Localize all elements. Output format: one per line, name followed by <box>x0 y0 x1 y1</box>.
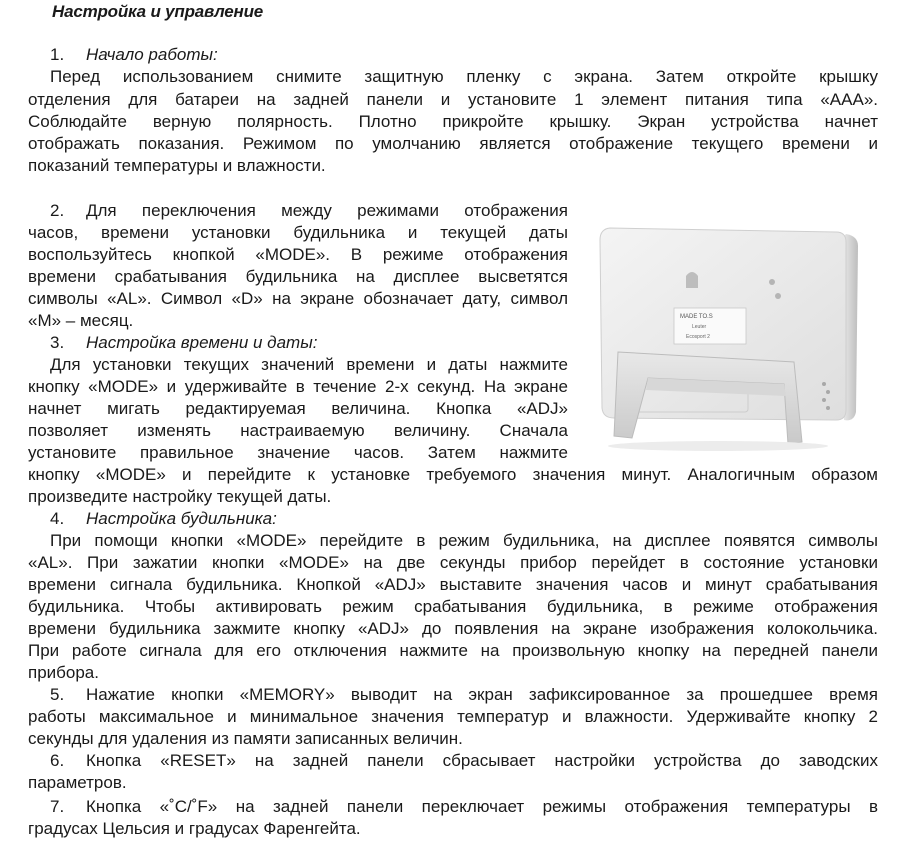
section-4-line-3: времени сигнала будильника. Кнопкой «ADJ» выставите значения часов и минут срабатывания <box>28 575 878 594</box>
section-4-line-2: «AL». При зажатии кнопки «MODE» на две секунды прибор перейдет в состояние установки <box>28 553 878 572</box>
section-7-line-2: градусах Цельсия и градусах Фаренгейта. <box>28 819 361 838</box>
vent-icon <box>826 406 830 410</box>
section-3-line-7: произведите настройку текущей даты. <box>28 487 332 506</box>
device-illustration <box>588 212 860 452</box>
section-6-line-1-text: Кнопка «RESET» на задней панели сбрасывает настройки устройства до заводских <box>86 751 878 770</box>
section-5-line-1 <box>50 684 878 706</box>
section-1-line-4: отображать показания. Режимом по умолчанию является отображение текущего времени и <box>28 134 878 153</box>
screw-icon <box>769 279 775 285</box>
device-label-line-1: MADE TO.S <box>680 314 713 320</box>
vent-icon <box>822 382 826 386</box>
section-5-number: 5. <box>50 685 65 704</box>
section-6-line-1 <box>50 750 878 772</box>
section-1-number: 1. <box>50 45 65 64</box>
section-4-heading <box>50 508 277 530</box>
section-1-line-5: показаний температуры и влажности. <box>28 156 326 175</box>
section-7-number: 7. <box>50 797 65 816</box>
hang-slot-icon <box>686 272 698 288</box>
section-6-number: 6. <box>50 751 65 770</box>
section-3-line-2: кнопку «MODE» и удерживайте в течение 2-х секунд. На экране <box>28 377 568 396</box>
section-2-line-1 <box>50 200 568 222</box>
section-4-number: 4. <box>50 509 65 528</box>
device-label-line-3: Ecosport 2 <box>686 334 710 340</box>
section-3-line-6: кнопку «MODE» и перейдите к установке требуемого значения минут. Аналогичным образом <box>28 465 878 484</box>
vent-icon <box>822 398 826 402</box>
section-1-line-2: отделения для батареи на задней панели и установите 1 элемент питания типа «ААА». <box>28 90 878 109</box>
section-3-number: 3. <box>50 333 65 352</box>
section-3-line-5: установите правильное значение часов. Затем нажмите <box>28 443 568 462</box>
section-4-line-5: времени будильника зажмите кнопку «ADJ» до появления на экране изображения колокольчика. <box>28 619 878 638</box>
section-1-heading <box>50 44 218 66</box>
section-4-line-4: будильника. Чтобы активировать режим срабатывания будильника, в режиме отображения <box>28 597 878 616</box>
section-4-line-6: При работе сигнала для его отключения нажмите на произвольную кнопку на передней панели <box>28 641 878 660</box>
page-title: Настройка и управление <box>52 2 264 21</box>
section-2-line-3: воспользуйтесь кнопкой «MODE». В режиме отображения <box>28 245 568 264</box>
section-5-line-2: работы максимальное и минимальное значения температур и влажности. Удерживайте кнопку 2 <box>28 707 878 726</box>
screw-icon <box>775 293 781 299</box>
section-4-line-7: прибора. <box>28 663 99 682</box>
section-3-line-4: позволяет изменять настраиваемую величину. Сначала <box>28 421 568 440</box>
section-7-line-1 <box>50 796 878 818</box>
section-4-title: Настройка будильника: <box>86 509 277 528</box>
section-1-line-3: Соблюдайте верную полярность. Плотно прикройте крышку. Экран устройства начнет <box>28 112 878 131</box>
section-5-line-1-text: Нажатие кнопки «MEMORY» выводит на экран зафиксированное за прошедшее время <box>86 685 878 704</box>
section-3-title: Настройка времени и даты: <box>86 333 318 352</box>
section-3-heading <box>50 332 317 354</box>
section-2-line-1-text: Для переключения между режимами отображения <box>86 201 568 220</box>
section-2-line-5: символы «AL». Символ «D» на экране обозначает дату, символ <box>28 289 568 308</box>
section-2-line-2: часов, времени установки будильника и текущей даты <box>28 223 568 242</box>
section-3-line-3: начнет мигать редактируемая величина. Кнопка «ADJ» <box>28 399 568 418</box>
section-1-line-1: Перед использованием снимите защитную пленку с экрана. Затем откройте крышку <box>50 67 878 86</box>
section-7-line-1-text: Кнопка «˚C/˚F» на задней панели переключает режимы отображения температуры в <box>86 797 878 816</box>
device-label-line-2: Leuter <box>692 324 707 330</box>
section-1-title: Начало работы: <box>86 45 218 64</box>
section-4-line-1: При помощи кнопки «MODE» перейдите в режим будильника, на дисплее появятся символы <box>50 531 878 550</box>
vent-icon <box>826 390 830 394</box>
section-2-line-4: времени срабатывания будильника на дисплее высветятся <box>28 267 568 286</box>
section-5-line-3: секунды для удаления из памяти записанных величин. <box>28 729 463 748</box>
device-shadow <box>608 441 828 451</box>
section-6-line-2: параметров. <box>28 773 127 792</box>
section-2-line-6: «M» – месяц. <box>28 311 134 330</box>
section-2-number: 2. <box>50 201 65 220</box>
section-3-line-1: Для установки текущих значений времени и даты нажмите <box>50 355 568 374</box>
